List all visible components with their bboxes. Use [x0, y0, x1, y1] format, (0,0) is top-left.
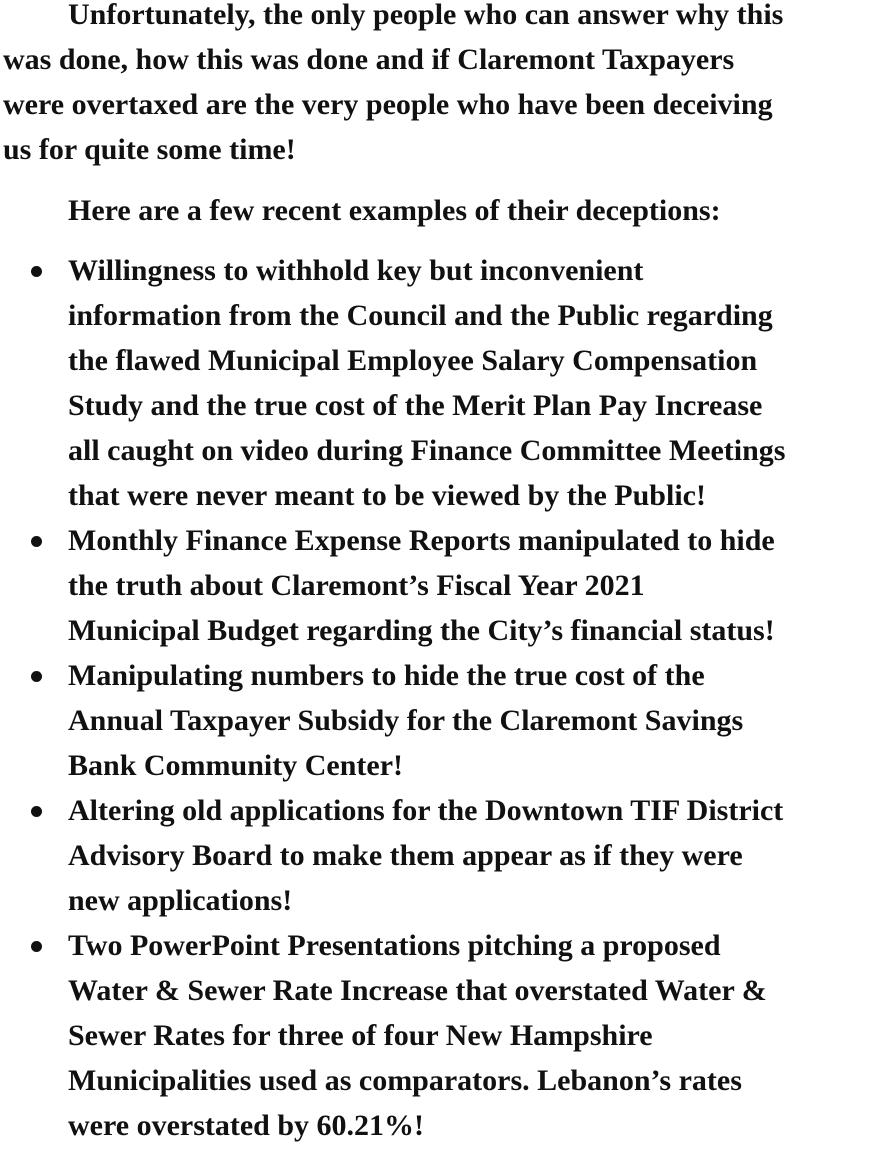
bullet-5-line-1: Two PowerPoint Presentations pitching a proposed [68, 929, 721, 962]
list-item [0, 923, 880, 1148]
list-item [0, 653, 880, 788]
bullet-icon [31, 941, 42, 952]
intro-paragraph [3, 0, 783, 172]
bullet-2-line-1: Monthly Finance Expense Reports manipulated to hide [68, 524, 775, 557]
intro-line-3: were overtaxed are the very people who have been deceiving [3, 88, 773, 121]
bullet-4-line-3: new applications! [68, 884, 293, 917]
intro-line-2: was done, how this was done and if Claremont Taxpayers [3, 43, 735, 76]
bullet-1-line-3: the flawed Municipal Employee Salary Compensation [68, 344, 758, 377]
bullet-1-line-1: Willingness to withhold key but inconvenient [68, 254, 644, 287]
bullet-3-line-1: Manipulating numbers to hide the true cost of the [68, 659, 705, 692]
bullet-icon [31, 266, 42, 277]
bullet-icon [31, 671, 42, 682]
intro-line-1: Unfortunately, the only people who can answer why this [68, 0, 784, 31]
bullet-1-line-2: information from the Council and the Public regarding [68, 299, 773, 332]
examples-lead-in: Here are a few recent examples of their deceptions: [68, 194, 721, 227]
list-item [0, 248, 880, 518]
bullet-2-line-3: Municipal Budget regarding the City’s financial status! [68, 614, 775, 647]
bullet-2-line-2: the truth about Claremont’s Fiscal Year 2021 [68, 569, 645, 602]
list-item [0, 788, 880, 923]
deceptions-list [0, 248, 880, 1148]
bullet-3-line-3: Bank Community Center! [68, 749, 403, 782]
bullet-icon [31, 536, 42, 547]
bullet-icon [31, 806, 42, 817]
bullet-1-line-4: Study and the true cost of the Merit Plan Pay Increase [68, 389, 763, 422]
bullet-1-line-5: all caught on video during Finance Committee Meetings [68, 434, 786, 467]
list-item [0, 518, 880, 653]
bullet-4-line-1: Altering old applications for the Downtown TIF District [68, 794, 784, 827]
bullet-5-line-5: were overstated by 60.21%! [68, 1109, 425, 1142]
bullet-5-line-3: Sewer Rates for three of four New Hampshire [68, 1019, 653, 1052]
bullet-4-line-2: Advisory Board to make them appear as if they were [68, 839, 743, 872]
intro-line-4: us for quite some time! [3, 133, 296, 166]
bullet-3-line-2: Annual Taxpayer Subsidy for the Claremont Savings [68, 704, 744, 737]
bullet-5-line-4: Municipalities used as comparators. Lebanon’s rates [68, 1064, 742, 1097]
bullet-1-line-6: that were never meant to be viewed by the Public! [68, 479, 706, 512]
bullet-5-line-2: Water & Sewer Rate Increase that overstated Water & [68, 974, 767, 1007]
